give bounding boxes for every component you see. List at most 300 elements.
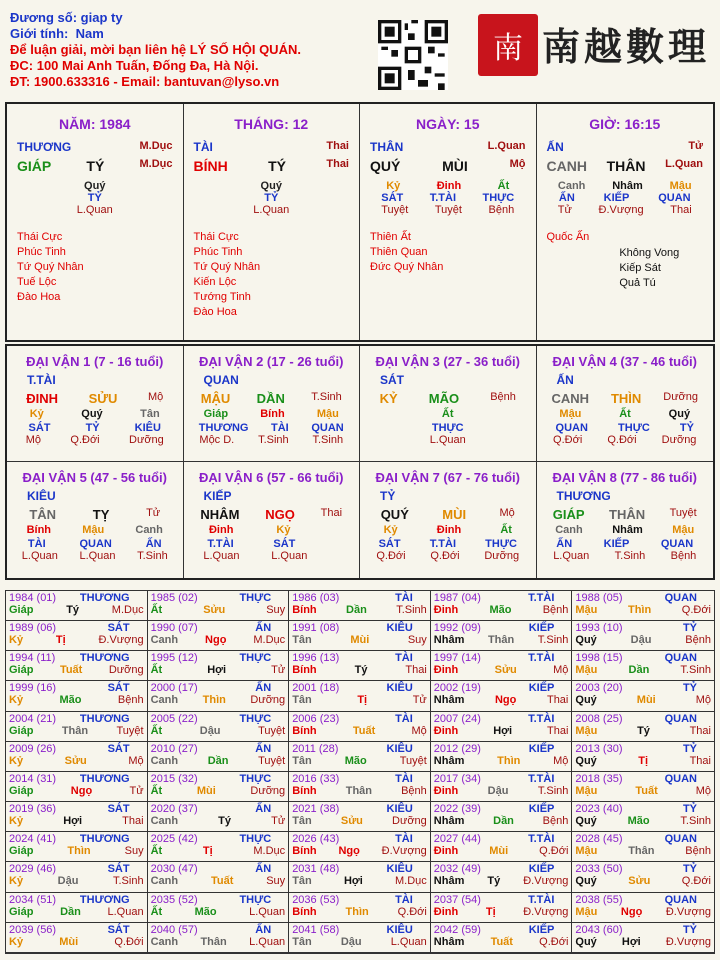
year-cell[interactable] [148,621,290,651]
year-chi: Dậu [630,634,652,647]
dai-van-hidden: T.TÀI [429,538,457,550]
year-stage: Q.Đới [539,845,569,858]
dai-van-chi: THÌN [610,391,642,406]
year-cell[interactable] [572,772,714,802]
dai-van-hidden: Dưỡng [129,434,164,446]
year-star: TỶ [682,742,697,755]
dai-van-hidden: Bính [260,408,285,420]
year-stage: Tử [412,694,427,707]
year-cell[interactable] [148,923,290,953]
year-cell[interactable] [148,712,290,742]
year-star: TÀI [395,712,413,725]
year-chi: Tý [487,875,501,888]
year-star: ẤN [255,622,272,635]
year-star: SÁT [107,742,130,755]
year-cell[interactable] [289,742,431,772]
year-chi: Thìn [202,694,226,707]
four-pillars [5,102,715,342]
gender-value: Nam [75,26,104,41]
dai-van-hidden: TỶ [679,422,694,434]
year-stage: L.Quan [107,905,144,918]
year-stage: Mộ [695,694,711,707]
year-stage: Thai [689,754,711,767]
hidden-cell: Tuyệt [434,204,462,216]
year-chi: Tị [357,694,368,707]
year-grid [5,590,715,954]
year-cell[interactable] [289,802,431,832]
year-cell[interactable] [289,621,431,651]
dai-van-can: CANH [551,391,590,406]
year-cell[interactable] [431,802,573,832]
year-cell[interactable] [431,923,573,953]
year-can: Tân [292,935,312,948]
year-label: 1984 (01) [9,592,57,604]
year-cell[interactable] [289,832,431,862]
dai-van-hidden: Đinh [436,524,462,536]
dai-van-hidden: Mộ [25,434,41,446]
pillar-star: THÂN [370,140,404,154]
dai-van-stage: Tuyệt [669,507,697,519]
year-label: 1992 (09) [433,622,481,635]
year-chi: Mão [627,815,650,828]
year-chi: Tị [485,905,496,918]
year-cell[interactable] [6,712,148,742]
pillar-title: NGÀY: 15 [415,116,480,132]
year-chi: Tý [218,815,232,828]
year-stage: T.Sinh [396,604,427,616]
year-label: 2031 (48) [292,863,340,876]
year-chi: Ngọ [205,634,227,647]
year-can: Bính [292,905,317,918]
year-star: SÁT [107,622,130,635]
year-label: 1999 (16) [9,682,57,695]
year-stage: Mộ [553,754,569,767]
pillar-star: ẤN [546,140,564,154]
year-can: Nhâm [433,694,465,707]
dai-van-can: TÂN [29,507,57,522]
year-chi: Dần [207,754,229,767]
pillar-can: GIÁP [17,158,52,174]
year-chi: Tị [202,845,213,858]
year-stage: Tuyệt [116,724,144,737]
year-star: SÁT [107,682,130,695]
year-label: 2034 (51) [9,893,57,906]
year-chi: Thân [345,784,372,797]
pillar-title: THÁNG: 12 [234,116,309,132]
year-stage: Suy [407,634,427,647]
year-can: Tân [292,815,312,828]
year-stage: T.Sinh [680,664,711,677]
year-stage: L.Quan [249,905,286,918]
year-star: KIẾP [528,682,555,695]
year-can: Mậu [575,604,598,616]
year-stage: Bệnh [542,815,569,828]
dai-van-hidden: ẤN [556,538,573,550]
year-chi: Mão [59,694,82,707]
year-label: 2038 (55) [575,893,623,906]
year-can: Đinh [433,905,459,918]
dai-van-7 [360,462,537,578]
pillar-chi-stage: M.Dục [139,158,173,170]
year-star: TÀI [395,833,413,846]
year-star: T.TÀI [528,772,555,785]
hidden-cell: Đ.Vượng [598,204,644,216]
dai-van-hidden: Q.Đới [376,550,406,562]
year-chi: Ngọ [338,845,360,858]
year-label: 2035 (52) [150,893,198,906]
year-chi: Sửu [203,604,226,616]
year-can: Nhâm [433,754,465,767]
dai-van-chi: SỬU [88,391,118,406]
year-label: 2020 (37) [150,803,198,816]
dai-van-hidden: THƯƠNG [198,422,249,434]
year-label: 2036 (53) [292,893,340,906]
hidden-stem: Quý [84,180,106,192]
hidden-cell: Ất [497,180,510,192]
year-cell[interactable] [431,712,573,742]
dai-van-3 [360,346,537,462]
qr-code-icon[interactable] [378,20,448,90]
pillar-star: TÀI [193,140,213,154]
year-label: 2033 (50) [575,863,623,876]
year-stage: Dưỡng [250,784,286,797]
year-can: Giáp [9,905,34,918]
year-chi: Thân [61,724,89,737]
year-stage: Bệnh [401,784,427,797]
year-cell[interactable] [148,681,290,711]
dai-van-hidden: T.TÀI [207,538,234,550]
year-cell[interactable] [431,742,573,772]
year-cell[interactable] [431,591,573,621]
owner-value: giap ty [80,10,123,25]
dai-van-title: ĐẠI VẬN 7 (67 - 76 tuổi) [375,470,520,485]
year-can: Đinh [433,724,459,737]
year-label: 2028 (45) [575,833,623,846]
dai-van-hidden: Kỷ [383,524,398,536]
year-can: Ất [150,905,163,918]
year-cell[interactable] [148,832,290,862]
phone-line: ĐT: 1900.633316 - Email: bantuvan@lyso.vn [10,74,280,89]
dai-van-stage: Bệnh [490,391,516,403]
dai-van-stage: Dưỡng [663,391,699,403]
dai-van-can: MẬU [200,391,231,406]
year-stage: Mộ [695,784,711,797]
dai-van-star: THƯƠNG [556,489,611,503]
year-label: 2012 (29) [433,742,481,755]
hidden-cell: ẤN [558,192,575,204]
year-cell[interactable] [572,591,714,621]
hidden-cell: Bệnh [488,204,515,216]
year-stage: L.Quan [249,935,286,948]
year-label: 2000 (17) [150,682,198,695]
year-label: 2001 (18) [292,682,340,695]
year-chi: Mão [194,905,217,918]
year-can: Bính [292,604,317,616]
pillar-star: THƯƠNG [17,140,72,154]
year-chi: Mùi [350,634,370,647]
pillar-2 [360,104,537,340]
year-star: QUAN [664,893,697,906]
year-cell[interactable] [6,893,148,923]
year-cell[interactable] [148,651,290,681]
dai-van-hidden: Q.Đới [70,434,100,446]
year-label: 1997 (14) [433,652,481,665]
year-stage: M.Dục [253,845,286,858]
year-can: Kỷ [9,815,24,828]
year-stage: Suy [124,845,144,858]
year-cell[interactable] [148,591,290,621]
star-item: Thiên Ất [370,231,411,243]
year-cell[interactable] [148,862,290,892]
year-chi: Thìn [67,845,91,858]
year-label: 2032 (49) [433,863,481,876]
star-item: Thiên Quan [370,246,428,258]
year-cell[interactable] [289,923,431,953]
year-can: Nhâm [433,815,465,828]
hidden-cell: Đinh [436,180,462,192]
logo-text: 南越數理 [542,24,711,69]
year-cell[interactable] [6,832,148,862]
dai-van-chi: MÙI [442,507,467,522]
dai-van-hidden: Giáp [203,408,229,420]
year-cell[interactable] [148,893,290,923]
dai-van-hidden: L.Quan [553,550,590,562]
year-cell[interactable] [572,862,714,892]
hidden-cell: Kỷ [386,180,401,192]
year-cell[interactable] [572,802,714,832]
star-item: Thái Cực [193,231,239,243]
star-item: Phúc Tinh [17,246,66,258]
star-item: Không Vong [619,247,680,259]
dai-van-hidden: Ất [619,408,631,420]
year-can: Mậu [575,845,598,858]
year-chi: Mùi [59,935,79,948]
year-stage: Tuyệt [399,754,427,767]
hidden-cell: SÁT [381,192,404,204]
dai-van-star: SÁT [380,373,404,387]
year-star: TỶ [682,923,697,936]
year-cell[interactable] [6,742,148,772]
year-star: T.TÀI [528,652,555,665]
year-label: 2022 (39) [433,803,481,816]
year-cell[interactable] [431,862,573,892]
year-label: 2003 (20) [575,682,623,695]
year-cell[interactable] [572,742,714,772]
year-stage: Bệnh [685,845,711,858]
year-star: TÀI [395,893,413,906]
dai-van-chi: TỴ [92,507,110,522]
dai-van-hidden: Mộc D. [199,434,235,446]
pillar-chi-stage: Mộ [509,158,526,170]
dai-van-hidden: Tân [140,408,160,420]
hidden-cell: Nhâm [612,180,643,192]
year-label: 2025 (42) [150,833,198,846]
year-stage: Thai [546,694,569,707]
year-stage: Thai [546,724,569,737]
year-star: SÁT [107,803,130,816]
year-cell[interactable] [289,862,431,892]
dai-van-hidden: QUAN [79,538,112,550]
year-cell[interactable] [6,681,148,711]
year-star: TỶ [682,682,697,695]
year-star: THƯƠNG [79,712,130,725]
gender-line [10,26,301,42]
dai-van-hidden: T.Sinh [614,550,646,562]
hidden-stem: Quý [260,180,282,192]
dai-van-hidden: L.Quan [21,550,58,562]
dai-van-hidden: Đinh [208,524,234,536]
year-cell[interactable] [572,923,714,953]
dai-van-hidden: QUAN [660,538,694,550]
dai-van-hidden: THỰC [485,538,517,550]
year-can: Kỷ [9,875,24,888]
year-star: ẤN [255,682,272,695]
year-label: 2014 (31) [9,772,57,785]
year-stage: T.Sinh [680,815,711,828]
year-can: Đinh [433,845,459,858]
year-stage: Suy [266,875,286,888]
year-cell[interactable] [148,772,290,802]
year-star: KIÊU [386,742,413,755]
year-star: THƯƠNG [79,652,130,665]
year-star: TỶ [682,863,697,876]
dai-van-1 [7,346,184,462]
year-chi: Sửu [64,754,87,767]
dai-van-star: ẤN [556,373,574,387]
year-cell[interactable] [6,862,148,892]
year-star: QUAN [664,833,697,846]
year-star: SÁT [107,863,130,876]
year-can: Ất [150,604,163,616]
year-cell[interactable] [572,893,714,923]
year-label: 2008 (25) [575,712,623,725]
pillar-stage: M.Dục [139,140,173,152]
year-chi: Tị [55,634,66,647]
year-cell[interactable] [6,591,148,621]
pillar-stage: Thai [326,140,349,152]
dai-van-hidden: L.Quan [429,434,466,446]
year-can: Đinh [433,604,459,616]
dai-van-hidden: Quý [668,408,691,420]
owner-label: Đương số: [10,10,78,25]
year-can: Ất [150,724,163,737]
year-cell[interactable] [572,832,714,862]
year-stage: Đ.Vượng [523,905,569,918]
year-can: Canh [150,634,179,647]
dai-van-stage: Tử [146,507,161,519]
dai-van-hidden: Kỷ [29,408,44,420]
year-chi: Thìn [627,604,652,616]
year-chi: Ngọ [70,784,93,797]
dai-van-stage: Thai [320,507,343,519]
year-label: 1993 (10) [575,622,623,635]
year-stage: L.Quan [390,935,427,948]
year-stage: Tuyệt [258,724,286,737]
dai-van-title: ĐẠI VẬN 4 (37 - 46 tuổi) [552,354,697,369]
year-cell[interactable] [289,712,431,742]
year-stage: Thai [405,664,427,677]
year-label: 1991 (08) [292,622,340,635]
year-cell[interactable] [431,832,573,862]
pillar-can: CANH [546,158,587,174]
year-label: 2041 (58) [292,923,340,936]
year-cell[interactable] [289,772,431,802]
year-chi: Dần [628,664,650,677]
year-cell[interactable] [431,621,573,651]
year-can: Canh [150,935,179,948]
year-cell[interactable] [289,681,431,711]
dai-van-hidden: Ất [441,408,454,420]
year-stage: Q.Đới [681,875,711,888]
year-cell[interactable] [431,651,573,681]
header-info [10,10,301,90]
hidden-cell: T.TÀI [429,192,456,204]
year-cell[interactable] [6,923,148,953]
star-item: Kiếp Sát [619,262,661,274]
year-chi: Hợi [343,875,363,888]
year-chi: Dần [493,815,514,828]
year-star: KIẾP [528,923,555,936]
year-cell[interactable] [148,802,290,832]
year-cell[interactable] [148,742,290,772]
year-can: Canh [150,754,179,767]
pillar-chi: MÙI [442,158,468,174]
year-stage: Bệnh [117,694,144,707]
year-chi: Dần [60,905,81,918]
year-cell[interactable] [6,772,148,802]
dai-van-title: ĐẠI VẬN 8 (77 - 86 tuổi) [552,470,697,485]
hidden-cell: Tuyệt [381,204,409,216]
year-cell[interactable] [6,651,148,681]
star-item: Tuế Lộc [17,276,57,288]
dai-van-hidden: Quý [81,408,103,420]
year-cell[interactable] [289,893,431,923]
year-cell[interactable] [572,621,714,651]
dai-van-title: ĐẠI VẬN 5 (47 - 56 tuổi) [22,470,167,485]
year-stage: Tử [271,815,286,828]
year-cell[interactable] [289,591,431,621]
year-stage: Thai [122,815,144,828]
year-cell[interactable] [6,802,148,832]
pillar-can: QUÝ [370,158,401,174]
year-can: Canh [150,694,179,707]
year-star: QUAN [664,592,697,604]
year-cell[interactable] [431,681,573,711]
star-item: Kiến Lộc [193,276,237,288]
year-cell[interactable] [572,651,714,681]
year-cell[interactable] [431,772,573,802]
year-can: Ất [150,845,163,858]
address-line: ĐC: 100 Mai Anh Tuấn, Đống Đa, Hà Nội. [10,58,259,73]
year-cell[interactable] [572,681,714,711]
year-cell[interactable] [431,893,573,923]
year-cell[interactable] [289,651,431,681]
pillar-can: BÍNH [193,158,228,174]
star-item: Đào Hoa [17,291,61,303]
year-cell[interactable] [6,621,148,651]
year-label: 2017 (34) [433,772,481,785]
year-label: 1998 (15) [575,652,623,665]
year-can: Giáp [9,845,34,858]
dai-van-hidden: Mậu [82,524,105,536]
year-can: Giáp [9,664,34,677]
year-chi: Tuất [490,935,513,948]
star-item: Quốc Ấn [546,231,590,243]
year-label: 2027 (44) [433,833,481,846]
year-star: QUAN [664,652,697,665]
contact-line: Để luận giải, mời bạn liên hệ LÝ SỐ HỘI QUÁN. [10,42,301,57]
year-cell[interactable] [572,712,714,742]
